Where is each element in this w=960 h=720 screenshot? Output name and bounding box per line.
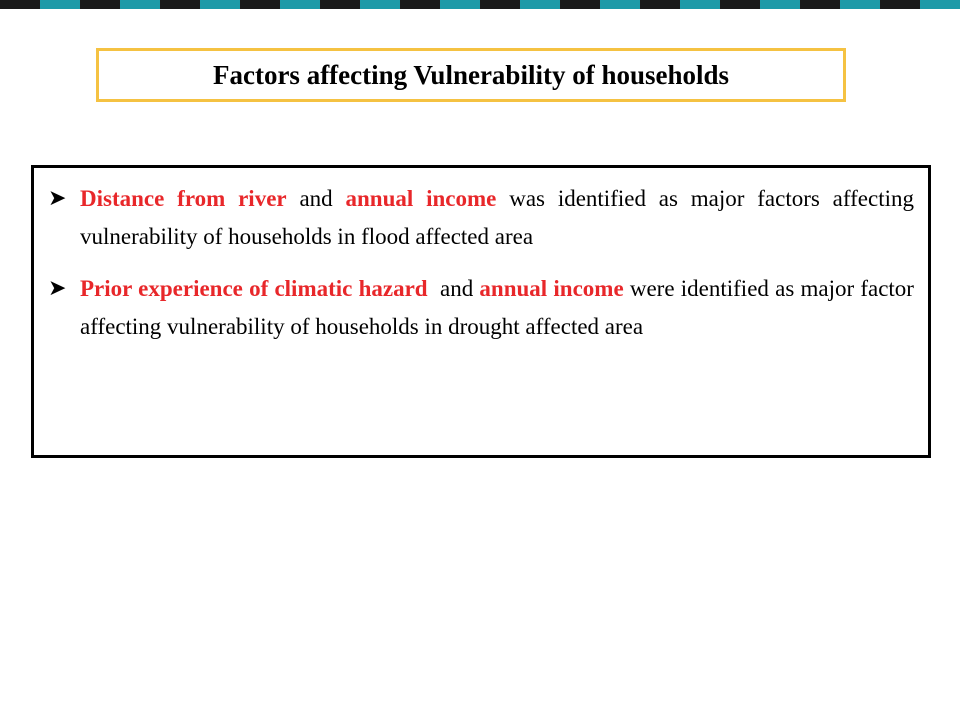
rule-segment: [240, 0, 280, 9]
rule-segment: [640, 0, 680, 9]
body-text: was identified as major factors affecting vulnerability of households in flood affected area: [80, 186, 914, 249]
title-box: [96, 48, 846, 102]
content-box: [31, 165, 931, 458]
body-text: and: [427, 276, 480, 301]
rule-segment: [40, 0, 80, 9]
arrowhead-bullet-icon: ➤: [48, 276, 67, 301]
body-text: and: [286, 186, 346, 211]
bullet-text: [80, 180, 914, 256]
rule-segment: [120, 0, 160, 9]
rule-segment: [600, 0, 640, 9]
bullet-item: [48, 270, 914, 346]
bullet-text: [80, 270, 914, 346]
rule-segment: [760, 0, 800, 9]
rule-segment: [440, 0, 480, 9]
highlight-text: Distance from river: [80, 186, 287, 211]
rule-segment: [880, 0, 920, 9]
rule-segment: [400, 0, 440, 9]
highlight-text: Prior experience of climatic hazard: [80, 276, 428, 301]
rule-segment: [920, 0, 960, 9]
rule-segment: [360, 0, 400, 9]
rule-segment: [320, 0, 360, 9]
rule-segment: [480, 0, 520, 9]
slide-title: Factors affecting Vulnerability of households: [212, 59, 730, 90]
rule-segment: [80, 0, 120, 9]
rule-segment: [160, 0, 200, 9]
arrowhead-bullet-icon: ➤: [48, 186, 67, 211]
rule-segment: [680, 0, 720, 9]
rule-segment: [560, 0, 600, 9]
rule-segment: [840, 0, 880, 9]
body-text: were identified as major factor affecting vulnerability of households in drought affected area: [80, 276, 914, 339]
highlight-text: annual income: [479, 276, 624, 301]
rule-segment: [800, 0, 840, 9]
rule-segment: [720, 0, 760, 9]
bullet-item: [48, 180, 914, 256]
rule-segment: [280, 0, 320, 9]
highlight-text: annual income: [345, 186, 497, 211]
rule-segment: [200, 0, 240, 9]
rule-segment: [520, 0, 560, 9]
top-decorative-rule: [0, 0, 960, 9]
rule-segment: [0, 0, 40, 9]
